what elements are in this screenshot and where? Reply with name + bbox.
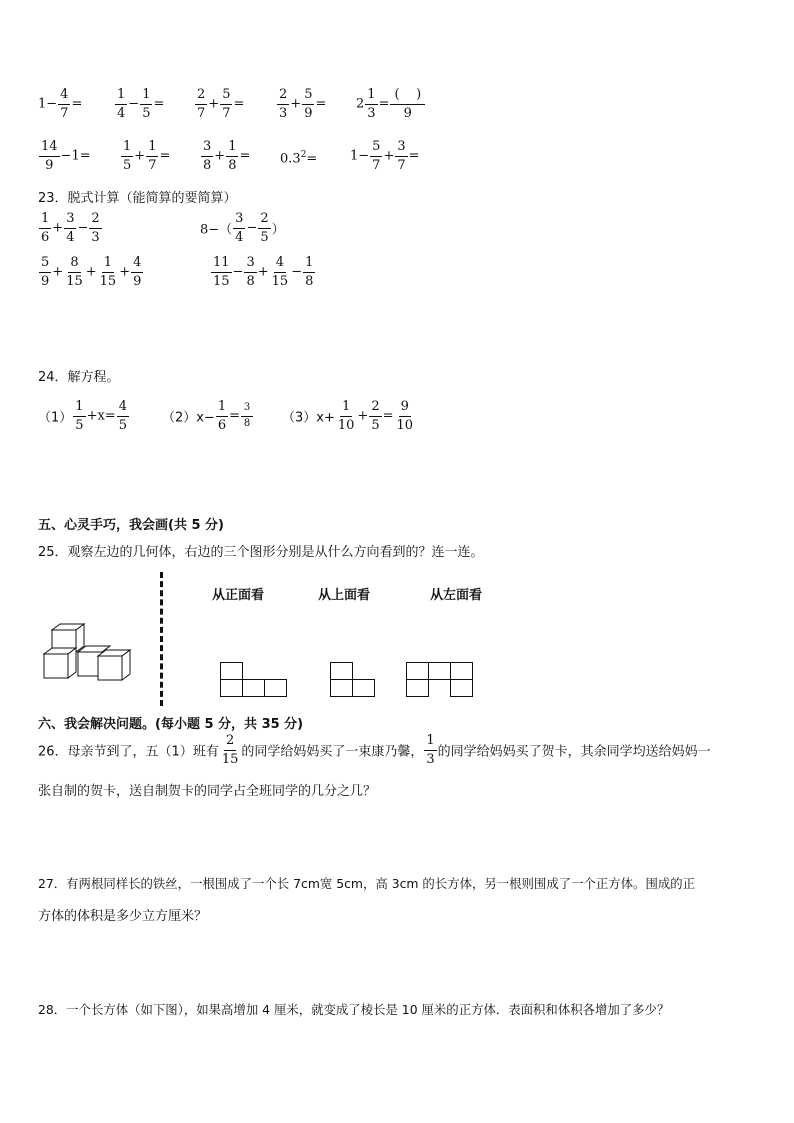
q23-expr3: $\frac{5}{9}$ + $\frac{8}{15}$ + $\frac{1}{15}$ + $\frac{4}{9}$: [41, 255, 142, 289]
view-label-left: 从左面看: [430, 588, 483, 603]
row1-expr3: $\frac{2}{7}$ + $\frac{5}{7}$ =: [197, 87, 245, 121]
q26-line1: 26．母亲节到了，五（1）班有 $\frac{2}{15}$ 的同学给妈妈买了一束康乃馨， $\frac{1}{3}$ 的同学给妈妈买了贺卡，其余同学均送给妈妈一: [38, 733, 711, 767]
q23-expr2: 8−（ $\frac{3}{4}$ − $\frac{2}{5}$ ）: [200, 211, 285, 245]
q27-line2: 方体的体积是多少立方厘米？: [38, 909, 208, 924]
q28-text: 28．一个长方体（如下图），如果高增加 4 厘米，就变成了棱长是 10 厘米的正方体．表面积和体积各增加了多少？: [38, 1002, 670, 1017]
cube-stack-figure: [40, 622, 142, 682]
q23-expr1: $\frac{1}{6}$ + $\frac{3}{4}$ − $\frac{2}{3}$: [41, 211, 100, 245]
row1-expr2: $\frac{1}{4}$ − $\frac{1}{5}$ =: [117, 87, 165, 121]
dashed-divider: [160, 572, 163, 706]
answer-blank[interactable]: ( ): [390, 88, 425, 105]
row1-expr5: 2 $\frac{1}{3}$ = $\frac{( )}{9}$: [356, 88, 426, 120]
q24-eq3: （3）x+ $\frac{1}{10}$ + $\frac{2}{5}$ = $\frac{9}{10}$: [282, 399, 414, 433]
q27-line1: 27．有两根同样长的铁丝，一根围成了一个长 7cm宽 5cm，高 3cm 的长方体，另一根则围成了一个正方体。围成的正: [38, 876, 696, 891]
section6-title: 六、我会解决问题。(每小题 5 分，共 35 分): [38, 717, 304, 732]
row2-expr4: $0.3^2=$: [280, 150, 318, 167]
section5-title: 五、心灵手巧，我会画(共 5 分): [38, 518, 224, 533]
row1-expr4: $\frac{2}{3}$ + $\frac{5}{9}$ =: [279, 87, 327, 121]
row2-expr5: 1− $\frac{5}{7}$ + $\frac{3}{7}$ =: [350, 139, 420, 173]
q23-expr4: $\frac{11}{15}$ − $\frac{3}{8}$ + $\frac{4}{15}$ − $\frac{1}{8}$: [213, 255, 314, 289]
q26-line2: 张自制的贺卡，送自制贺卡的同学占全班同学的几分之几？: [38, 784, 377, 799]
row2-expr3: $\frac{3}{8}$ + $\frac{1}{8}$ =: [203, 139, 251, 173]
q25-text: 25．观察左边的几何体，右边的三个图形分别是从什么方向看到的？连一连。: [38, 545, 484, 560]
q24-eq1: （1） $\frac{1}{5}$ +x= $\frac{4}{5}$: [38, 399, 127, 433]
view-label-top: 从上面看: [318, 588, 371, 603]
row1-expr1: 1− $\frac{4}{7}$ =: [38, 87, 83, 121]
row2-expr2: $\frac{1}{5}$ + $\frac{1}{7}$ =: [123, 139, 171, 173]
q24-eq2: （2）x− $\frac{1}{6}$ = $\frac{3}{8}$: [162, 400, 254, 432]
row2-expr1: $\frac{14}{9}$ −1=: [41, 139, 91, 173]
q24-title: 24．解方程。: [38, 370, 120, 385]
q23-title: 23．脱式计算（能简算的要简算）: [38, 191, 237, 206]
view-label-front: 从正面看: [212, 588, 265, 603]
